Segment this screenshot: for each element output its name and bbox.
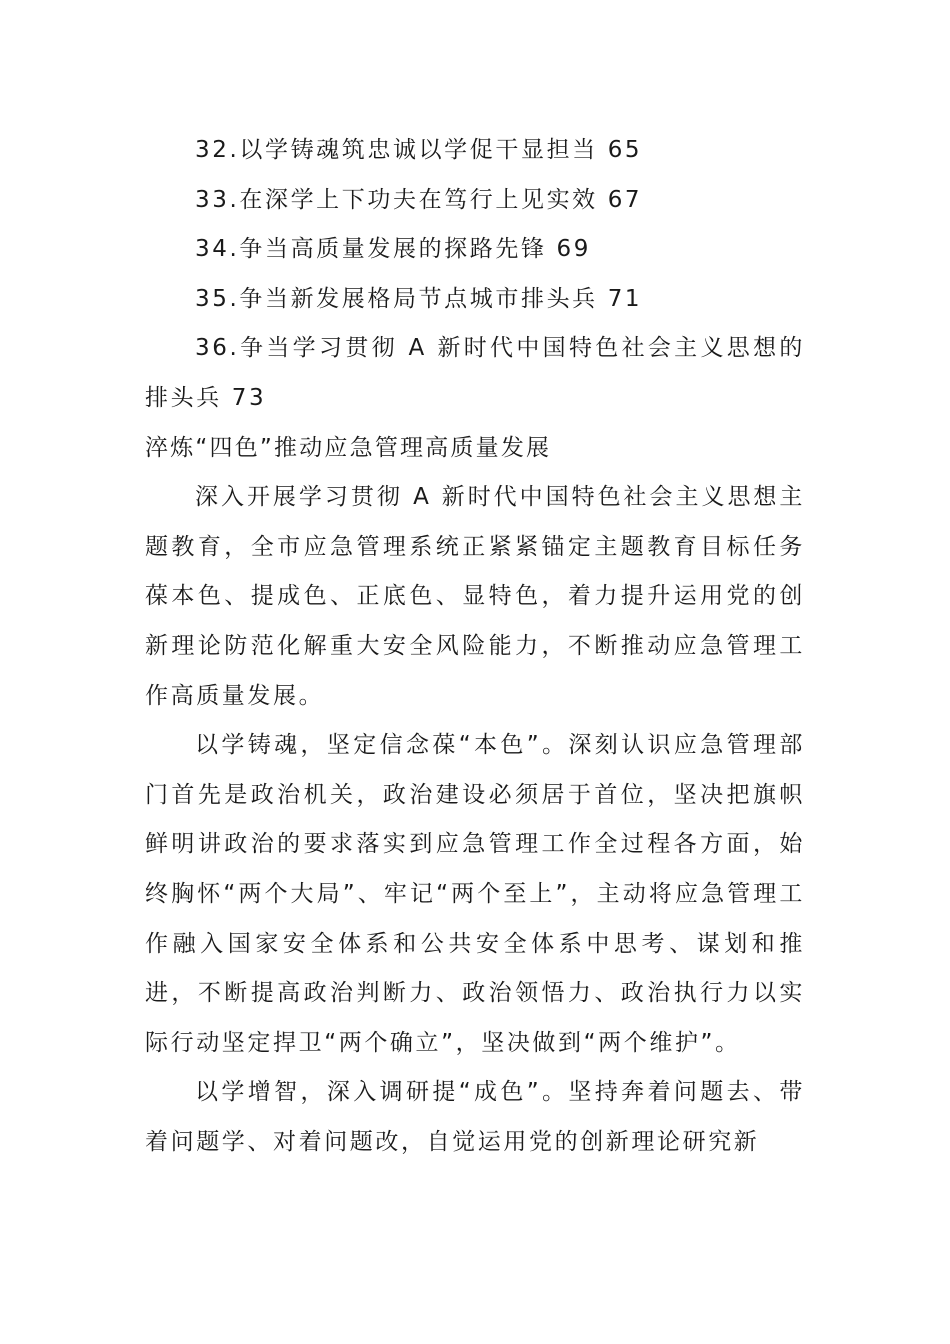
article-title: 淬炼“四色”推动应急管理高质量发展 — [145, 434, 552, 461]
toc-item-34: 34.争当高质量发展的探路先锋 69 — [195, 236, 591, 263]
toc-item-32: 32.以学铸魂筑忠诚以学促干显担当 65 — [195, 137, 643, 163]
toc-item-33: 33.在深学上下功夫在笃行上见实效 67 — [195, 186, 643, 213]
toc-item-35: 35.争当新发展格局节点城市排头兵 71 — [195, 285, 643, 312]
article-paragraph-benshe: 以学铸魂，坚定信念葆“本色”。深刻认识应急管理部门首先是政治机关，政治建设必须居于首位，坚决把旗帜鲜明讲政治的要求落实到应急管理工作全过程各方面，始终胸怀“两个大局”、牢记“两个至上”，主动将应急管理工作融入国家安全体系和公共安全体系中思考、谋划和推进，不断提高政治判断力、政治领悟力、政治执行力以实际行动坚定捍卫“两个确立”，坚决做到“两个维护”。 — [145, 732, 805, 1056]
article-paragraph-chengse: 以学增智，深入调研提“成色”。坚持奔着问题去、带着问题学、对着问题改，自觉运用党的创新理论研究新 — [145, 1079, 805, 1155]
document-body — [145, 126, 805, 1167]
article-paragraph-intro: 深入开展学习贯彻 A 新时代中国特色社会主义思想主题教育，全市应急管理系统正紧紧锚定主题教育目标任务葆本色、提成色、正底色、显特色，着力提升运用党的创新理论防范化解重大安全风险能力，不断推动应急管理工作高质量发展。 — [145, 484, 805, 709]
toc-item-36: 36.争当学习贯彻 A 新时代中国特色社会主义思想的排头兵 73 — [145, 335, 805, 411]
